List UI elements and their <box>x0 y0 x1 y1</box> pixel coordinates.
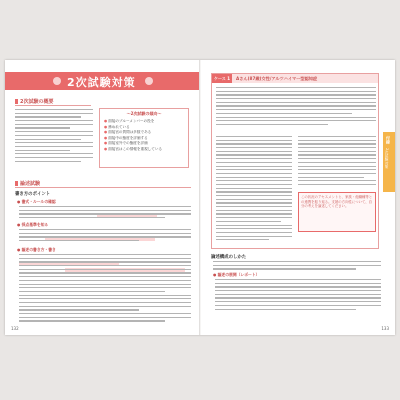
dot-icon <box>53 77 61 85</box>
chapter-title: 2次試験対策 <box>67 76 136 89</box>
right-page <box>201 60 395 335</box>
left-page <box>5 60 199 335</box>
case-text-column <box>216 136 292 243</box>
section-heading-overview: 2次試験の概要 <box>15 98 53 105</box>
appendix-tab <box>383 132 395 192</box>
section-heading-essay: 論述試験 <box>15 180 40 187</box>
case-text-block <box>216 87 376 128</box>
case-tag: ケース 1 <box>212 74 232 83</box>
trend-item: ● 務めれている <box>104 125 184 131</box>
body-text-block <box>215 279 381 312</box>
section-rule <box>15 187 191 188</box>
case-question-text: この状況のアセスメントと、家族・他職種等との連携を振り返る。支援の方向性について、自分の考えを論述してください。 <box>301 195 373 209</box>
trend-box <box>99 108 189 168</box>
page-number: 132 <box>11 326 19 331</box>
trend-item: ● 面接中の態度を評価する <box>104 136 184 142</box>
trend-item: ● 面接室外での態度を評価 <box>104 141 184 147</box>
sub-heading-report: ● 論述の展開（レポート） <box>213 272 260 277</box>
sub-heading-writing: ● 論述の書き方・書き <box>17 247 56 252</box>
case-title: Aさん(87歳)女性/アルツハイマー型認知症 <box>236 76 318 81</box>
case-header <box>212 74 378 83</box>
trend-item: ● 面接官はこの情報を重視している <box>104 147 184 153</box>
trend-box-heading: 〜2次試験の傾向〜 <box>126 111 162 116</box>
chapter-title-band <box>5 72 199 90</box>
body-text-block <box>19 254 191 324</box>
section-rule <box>15 105 91 106</box>
sub-heading-format: ● 書式・ルールの確認 <box>17 199 56 204</box>
bullet-heading-points: 書き方のポイント <box>15 192 51 197</box>
dot-icon <box>145 77 153 85</box>
body-text-block <box>19 206 191 221</box>
bullet-heading-structure: 論述構成のしかた <box>211 255 247 260</box>
page-number: 133 <box>381 326 389 331</box>
case-text-column <box>298 136 376 188</box>
trend-item: ● 面接官の質問は多数である <box>104 130 184 136</box>
case-study-box <box>211 73 379 249</box>
trend-item: ● 面接のブルーメンバーの役を <box>104 119 184 125</box>
body-text-block <box>19 229 191 244</box>
tab-main-label: 付録 <box>386 136 391 144</box>
case-question-note <box>298 192 376 232</box>
body-text-block <box>15 109 93 164</box>
tab-sub-label: 2次試験対策 <box>385 148 389 169</box>
body-text-block <box>213 261 381 272</box>
book-spread <box>5 60 395 335</box>
sub-heading-criteria: ● 採点基準を知る <box>17 222 49 227</box>
